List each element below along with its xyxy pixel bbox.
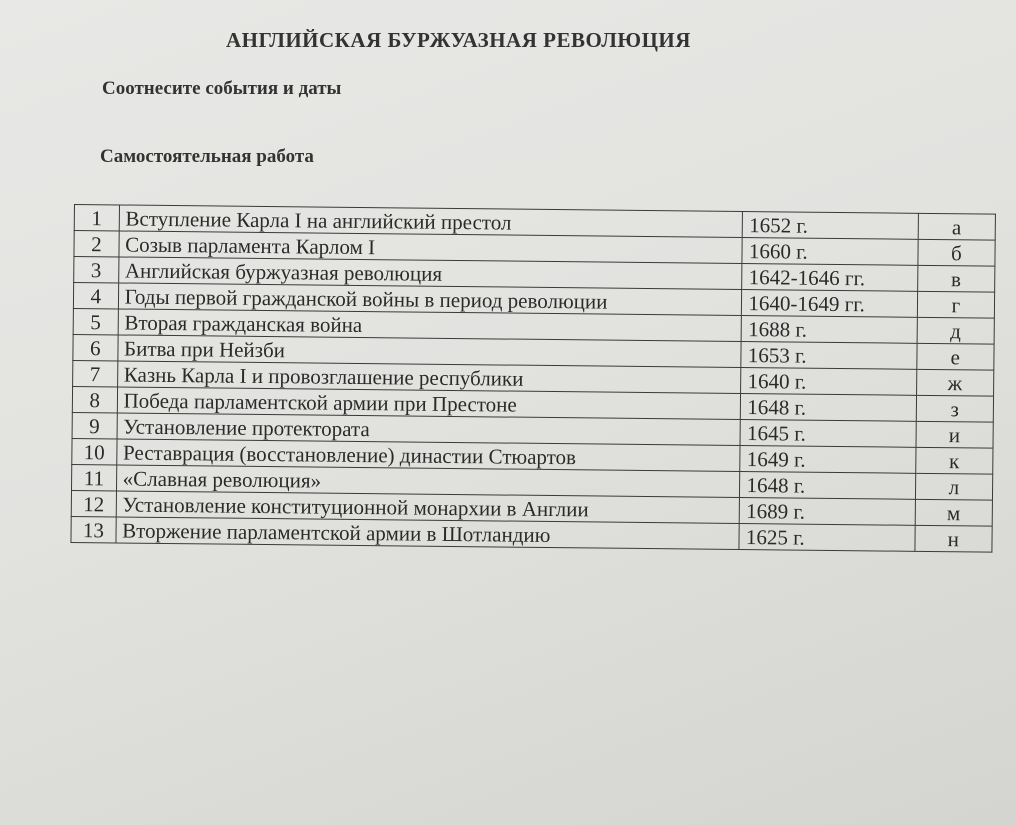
date-cell: 1688 г. [742,315,918,343]
row-number: 8 [72,386,117,412]
letter-cell: б [918,239,996,266]
letter-cell: а [918,213,996,240]
date-cell: 1689 г. [740,497,916,525]
event-cell: Битва при Нейзби [117,335,741,368]
letter-cell: г [917,291,995,318]
event-cell: Вторжение парламентской армии в Шотландию [116,517,740,550]
event-cell: Установление протектората [117,413,741,446]
date-cell: 1653 г. [741,341,917,369]
row-number: 10 [72,438,117,464]
row-number: 3 [74,257,119,283]
events-dates-table [70,204,995,553]
row-number: 12 [71,490,116,516]
row-number: 4 [73,283,118,309]
letter-cell: н [915,525,993,552]
date-cell: 1648 г. [741,393,917,421]
event-cell: Годы первой гражданской войны в период революции [118,283,742,316]
row-number: 9 [72,412,117,438]
row-number: 1 [74,205,119,231]
letter-cell: е [917,343,995,370]
date-cell: 1648 г. [740,471,916,499]
row-number: 13 [71,516,116,542]
page-title: АНГЛИЙСКАЯ БУРЖУАЗНАЯ РЕВОЛЮЦИЯ [226,28,691,52]
letter-cell: к [915,447,993,474]
event-cell: «Славная революция» [116,465,740,498]
letter-cell: ж [916,369,994,396]
letter-cell: м [915,499,993,526]
event-cell: Реставрация (восстановление) династии Стюартов [116,439,740,472]
row-number: 2 [74,231,119,257]
row-number: 11 [71,464,116,490]
event-cell: Победа парламентской армии при Престоне [117,387,741,420]
letter-cell: д [917,317,995,344]
date-cell: 1660 г. [742,238,918,266]
letter-cell: з [916,395,994,422]
work-label: Самостоятельная работа [100,146,314,167]
event-cell: Английская буржуазная революция [118,257,742,290]
event-cell: Вторая гражданская война [118,309,742,342]
row-number: 7 [73,360,118,386]
letter-cell: в [917,265,995,292]
letter-cell: л [915,473,993,500]
event-cell: Установление конституционной монархии в Англии [116,491,740,524]
date-cell: 1640-1649 гг. [742,290,918,318]
row-number: 5 [73,308,118,334]
event-cell: Вступление Карла I на английский престол [119,205,743,238]
date-cell: 1625 г. [739,523,915,551]
event-cell: Созыв парламента Карлом I [119,231,743,264]
event-cell: Казнь Карла I и провозглашение республики [117,361,741,394]
letter-cell: и [916,421,994,448]
date-cell: 1649 г. [740,445,916,473]
date-cell: 1645 г. [740,419,916,447]
row-number: 6 [73,334,118,360]
date-cell: 1652 г. [743,212,919,240]
date-cell: 1642-1646 гг. [742,264,918,292]
date-cell: 1640 г. [741,367,917,395]
task-instruction: Соотнесите события и даты [102,78,342,99]
